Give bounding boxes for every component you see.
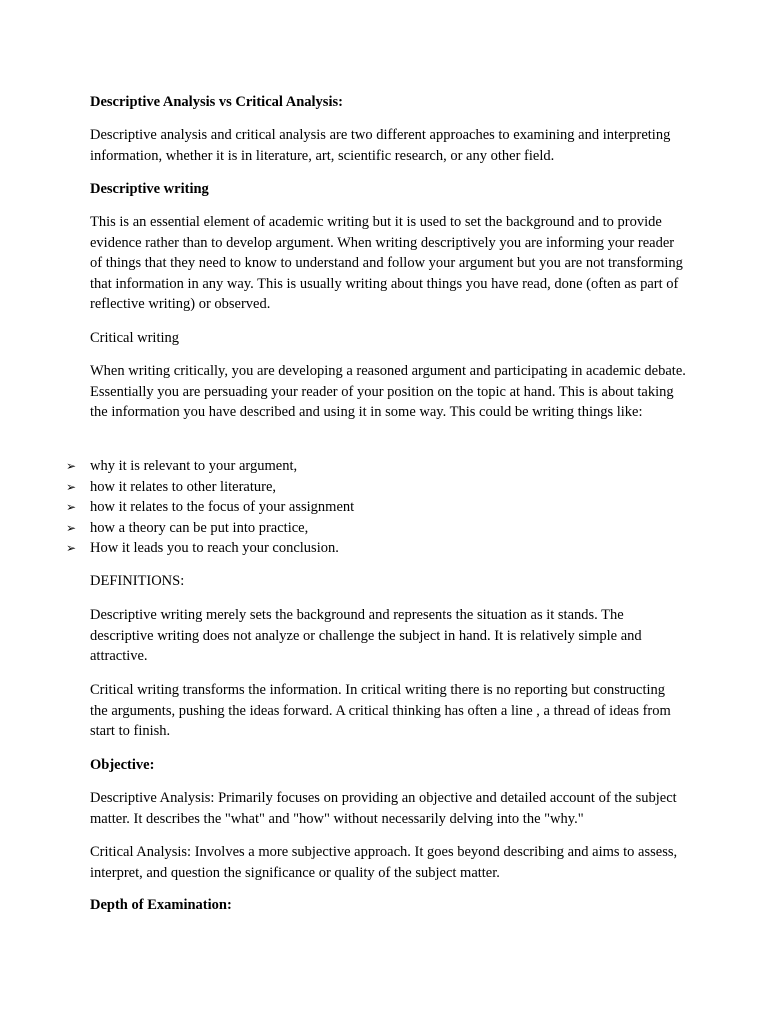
- arrowhead-bullet-icon: ➢: [66, 500, 77, 515]
- list-item: [0, 497, 768, 518]
- definition-descriptive-paragraph: Descriptive writing merely sets the background and represents the situation as it stands. The descriptive writing does not analyze or challenge the subject in hand. It is relatively simple and attractive.: [90, 607, 642, 665]
- critical-writing-heading: Critical writing: [90, 330, 179, 346]
- list-item: [0, 518, 768, 539]
- list-item-text: how it relates to the focus of your assignment: [90, 499, 355, 516]
- list-item: [0, 456, 768, 477]
- critical-writing-bullet-list: [0, 456, 768, 559]
- intro-paragraph: Descriptive analysis and critical analysis are two different approaches to examining and interpreting information, whether it is in literature, art, scientific research, or any other field.: [90, 127, 671, 164]
- definition-critical-paragraph: Critical writing transforms the information. In critical writing there is no reporting but constructing the arguments, pushing the ideas forward. A critical thinking has often a line , a thread of ideas from start to finish.: [90, 682, 671, 740]
- list-item: [0, 538, 768, 559]
- list-item: [0, 477, 768, 498]
- arrowhead-bullet-icon: ➢: [66, 459, 77, 473]
- arrowhead-bullet-icon: ➢: [66, 520, 77, 535]
- critical-writing-paragraph: When writing critically, you are developing a reasoned argument and participating in academic debate. Essentially you are persuading your reader of your position on the topic at hand. This is about taking the information you have described and using it in some way. This could be writing things like:: [90, 363, 686, 421]
- arrowhead-bullet-icon: ➢: [66, 479, 77, 494]
- objective-critical-paragraph: Critical Analysis: Involves a more subjective approach. It goes beyond describing and aims to assess, interpret, and question the significance or quality of the subject matter.: [90, 844, 678, 881]
- objective-heading: Objective:: [90, 757, 155, 773]
- list-item-text: how it relates to other literature,: [90, 478, 277, 495]
- objective-descriptive-paragraph: Descriptive Analysis: Primarily focuses on providing an objective and detailed account of the subject matter. It describes the "what" and "how" without necessarily delving into the "why.": [90, 790, 677, 827]
- descriptive-writing-paragraph: This is an essential element of academic writing but it is used to set the background and to provide evidence rather than to develop argument. When writing descriptively you are informing your reader of things that they need to know to understand and follow your argument but you are not transforming that information in any way. This is usually writing about things you have read, done (often as part of reflective writing) or observed.: [90, 214, 683, 313]
- arrowhead-bullet-icon: ➢: [66, 541, 77, 556]
- descriptive-writing-heading: Descriptive writing: [90, 181, 209, 197]
- list-item-text: how a theory can be put into practice,: [90, 519, 309, 536]
- list-item-text: why it is relevant to your argument,: [90, 458, 298, 474]
- list-item-text: How it leads you to reach your conclusion.: [90, 540, 339, 557]
- document-title: Descriptive Analysis vs Critical Analysis:: [90, 94, 343, 110]
- depth-of-examination-heading: Depth of Examination:: [90, 897, 232, 913]
- definitions-heading: DEFINITIONS:: [90, 573, 185, 589]
